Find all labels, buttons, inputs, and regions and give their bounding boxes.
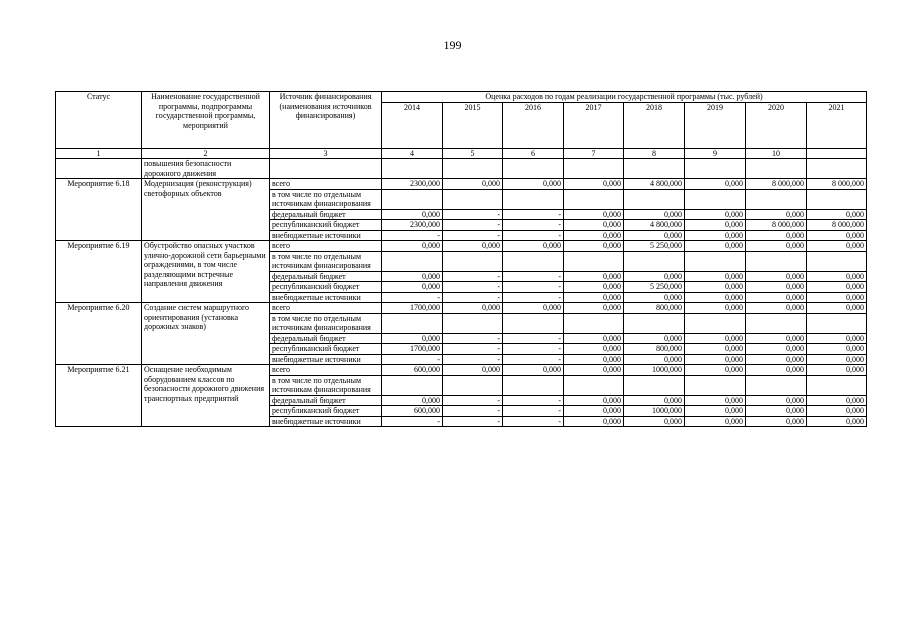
measure-name: Создание систем маршрутного ориентирования (установка дорожных знаков) xyxy=(142,303,270,365)
column-number: 9 xyxy=(685,148,746,159)
amount-cell: - xyxy=(443,292,503,303)
source-label: внебюджетные источники xyxy=(270,416,382,427)
amount-cell: 0,000 xyxy=(746,406,807,417)
amount-cell: 0,000 xyxy=(685,271,746,282)
source-label: республиканский бюджет xyxy=(270,282,382,293)
amount-cell: - xyxy=(382,416,443,427)
empty-cell xyxy=(807,313,867,333)
empty-cell xyxy=(746,251,807,271)
source-label: внебюджетные источники xyxy=(270,292,382,303)
header-source: Источник финансирования (наименования источников финансирования) xyxy=(270,92,382,149)
amount-cell: 8 000,000 xyxy=(746,179,807,190)
amount-cell: 0,000 xyxy=(746,282,807,293)
amount-cell: 2300,000 xyxy=(382,179,443,190)
source-label: федеральный бюджет xyxy=(270,271,382,282)
amount-cell: 0,000 xyxy=(624,354,685,365)
table-body xyxy=(56,148,867,427)
amount-cell: 0,000 xyxy=(746,292,807,303)
amount-cell: 1700,000 xyxy=(382,344,443,355)
empty-cell xyxy=(564,375,624,395)
amount-cell: - xyxy=(503,220,564,231)
amount-cell: 0,000 xyxy=(624,333,685,344)
amount-cell: - xyxy=(503,416,564,427)
measure-status: Мероприятие 6.21 xyxy=(56,365,142,427)
amount-cell: - xyxy=(443,395,503,406)
empty-cell xyxy=(382,313,443,333)
empty-cell xyxy=(382,251,443,271)
empty-cell xyxy=(443,251,503,271)
amount-cell: 5 250,000 xyxy=(624,241,685,252)
amount-cell: 0,000 xyxy=(807,365,867,376)
amount-cell: 0,000 xyxy=(443,365,503,376)
empty-cell xyxy=(503,189,564,209)
amount-cell: 0,000 xyxy=(807,333,867,344)
empty-cell xyxy=(685,375,746,395)
amount-cell: 0,000 xyxy=(624,292,685,303)
amount-cell: 1700,000 xyxy=(382,303,443,314)
amount-cell: 0,000 xyxy=(685,395,746,406)
amount-cell: 0,000 xyxy=(807,344,867,355)
page-number: 199 xyxy=(443,38,462,52)
amount-cell: 0,000 xyxy=(564,241,624,252)
amount-cell: - xyxy=(443,333,503,344)
amount-cell: 0,000 xyxy=(564,406,624,417)
amount-cell: 0,000 xyxy=(746,365,807,376)
measure-name: Обустройство опасных участков улично-дорожной сети барьерными ограждениями, в том числе разделяющими встречные направления движения xyxy=(142,241,270,303)
amount-cell: 0,000 xyxy=(503,179,564,190)
amount-cell: 0,000 xyxy=(564,395,624,406)
amount-cell: - xyxy=(443,282,503,293)
amount-cell: - xyxy=(503,333,564,344)
amount-cell: 0,000 xyxy=(746,241,807,252)
amount-cell: 0,000 xyxy=(746,271,807,282)
amount-cell: 0,000 xyxy=(503,365,564,376)
amount-cell: 0,000 xyxy=(685,416,746,427)
measure-name: Модернизация (реконструкция) светофорных объектов xyxy=(142,179,270,241)
amount-cell: - xyxy=(503,230,564,241)
empty-cell xyxy=(746,375,807,395)
amount-cell: 800,000 xyxy=(624,303,685,314)
amount-cell: 0,000 xyxy=(746,303,807,314)
empty-cell xyxy=(564,313,624,333)
measure-status: Мероприятие 6.19 xyxy=(56,241,142,303)
empty-cell xyxy=(443,189,503,209)
amount-cell: - xyxy=(503,271,564,282)
amount-cell: 0,000 xyxy=(685,365,746,376)
amount-cell: 0,000 xyxy=(624,209,685,220)
amount-cell: 0,000 xyxy=(807,406,867,417)
empty-cell xyxy=(503,251,564,271)
amount-cell: 0,000 xyxy=(685,179,746,190)
empty-cell xyxy=(564,251,624,271)
amount-cell: 0,000 xyxy=(564,282,624,293)
column-number: 4 xyxy=(382,148,443,159)
row-total xyxy=(56,303,867,314)
empty-cell xyxy=(443,375,503,395)
amount-cell: 0,000 xyxy=(564,333,624,344)
amount-cell: 0,000 xyxy=(685,220,746,231)
header-year: 2017 xyxy=(564,102,624,148)
column-number: 10 xyxy=(746,148,807,159)
column-number: 2 xyxy=(142,148,270,159)
status-cell xyxy=(56,159,142,179)
amount-cell: 0,000 xyxy=(564,416,624,427)
measure-status: Мероприятие 6.20 xyxy=(56,303,142,365)
empty-cell xyxy=(564,189,624,209)
empty-cell xyxy=(807,189,867,209)
amount-cell: 0,000 xyxy=(807,354,867,365)
empty-cell xyxy=(382,189,443,209)
amount-cell: - xyxy=(503,344,564,355)
continuation-row xyxy=(56,159,867,179)
column-number: 6 xyxy=(503,148,564,159)
header-name: Наименование государственной программы, подпрограммы государственной программы, мероприятий xyxy=(142,92,270,149)
amount-cell: 5 250,000 xyxy=(624,282,685,293)
amount-cell: 0,000 xyxy=(746,354,807,365)
source-label: всего xyxy=(270,303,382,314)
source-label: республиканский бюджет xyxy=(270,406,382,417)
amount-cell: 4 800,000 xyxy=(624,220,685,231)
source-label: внебюджетные источники xyxy=(270,354,382,365)
amount-cell: 0,000 xyxy=(503,241,564,252)
source-label: внебюджетные источники xyxy=(270,230,382,241)
amount-cell: - xyxy=(382,354,443,365)
empty-cell xyxy=(624,313,685,333)
empty-cell xyxy=(807,251,867,271)
amount-cell: - xyxy=(443,220,503,231)
amount-cell: 0,000 xyxy=(382,271,443,282)
amount-cell: 0,000 xyxy=(624,416,685,427)
source-label: республиканский бюджет xyxy=(270,220,382,231)
amount-cell: 0,000 xyxy=(807,416,867,427)
amount-cell: - xyxy=(503,282,564,293)
measure-status: Мероприятие 6.18 xyxy=(56,179,142,241)
amount-cell: 0,000 xyxy=(443,241,503,252)
source-label: федеральный бюджет xyxy=(270,395,382,406)
column-number: 3 xyxy=(270,148,382,159)
amount-cell: - xyxy=(503,406,564,417)
budget-table xyxy=(55,91,867,427)
amount-cell: 0,000 xyxy=(685,292,746,303)
amount-cell: 0,000 xyxy=(382,395,443,406)
amount-cell: 0,000 xyxy=(685,333,746,344)
source-label: в том числе по отдельным источникам финансирования xyxy=(270,251,382,271)
amount-cell: 600,000 xyxy=(382,365,443,376)
amount-cell: - xyxy=(443,416,503,427)
source-label: федеральный бюджет xyxy=(270,209,382,220)
empty-cell xyxy=(443,313,503,333)
header-year: 2015 xyxy=(443,102,503,148)
amount-cell: - xyxy=(503,292,564,303)
column-number xyxy=(807,148,867,159)
amount-cell: 0,000 xyxy=(685,303,746,314)
row-total xyxy=(56,241,867,252)
measure-name: Оснащение необходимым оборудованием классов по безопасности дорожного движения транспортных предприятий xyxy=(142,365,270,427)
amount-cell: 4 800,000 xyxy=(624,179,685,190)
amount-cell: 0,000 xyxy=(746,209,807,220)
amount-cell: 8 000,000 xyxy=(746,220,807,231)
amount-cell: 0,000 xyxy=(564,365,624,376)
amount-cell: 0,000 xyxy=(685,209,746,220)
amount-cell: 800,000 xyxy=(624,344,685,355)
amount-cell: 0,000 xyxy=(564,220,624,231)
amount-cell: 0,000 xyxy=(503,303,564,314)
amount-cell: 0,000 xyxy=(807,209,867,220)
source-label: республиканский бюджет xyxy=(270,344,382,355)
amount-cell: 0,000 xyxy=(685,241,746,252)
header-status: Статус xyxy=(56,92,142,149)
column-number-row xyxy=(56,148,867,159)
amount-cell: 0,000 xyxy=(443,179,503,190)
amount-cell: 0,000 xyxy=(685,344,746,355)
amount-cell: - xyxy=(503,209,564,220)
amount-cell: 8 000,000 xyxy=(807,179,867,190)
amount-cell: 0,000 xyxy=(807,282,867,293)
amount-cell: 1000,000 xyxy=(624,365,685,376)
amount-cell: 0,000 xyxy=(382,241,443,252)
amount-cell: 0,000 xyxy=(443,303,503,314)
amount-cell: - xyxy=(382,292,443,303)
amount-cell: 0,000 xyxy=(624,230,685,241)
amount-cell: 0,000 xyxy=(564,292,624,303)
amount-cell: 0,000 xyxy=(746,344,807,355)
header-year: 2020 xyxy=(746,102,807,148)
row-total xyxy=(56,365,867,376)
empty-cell xyxy=(503,375,564,395)
amount-cell: 0,000 xyxy=(624,395,685,406)
amount-cell: 0,000 xyxy=(564,179,624,190)
amount-cell: 8 000,000 xyxy=(807,220,867,231)
row-total xyxy=(56,179,867,190)
amount-cell: 0,000 xyxy=(685,282,746,293)
amount-cell: - xyxy=(443,230,503,241)
amount-cell: 0,000 xyxy=(807,241,867,252)
empty-cell xyxy=(624,375,685,395)
header-year: 2018 xyxy=(624,102,685,148)
source-label: в том числе по отдельным источникам финансирования xyxy=(270,375,382,395)
empty-cell xyxy=(746,313,807,333)
amount-cell: 0,000 xyxy=(382,282,443,293)
amount-cell: 0,000 xyxy=(807,230,867,241)
amount-cell: 0,000 xyxy=(382,333,443,344)
amount-cell: 0,000 xyxy=(685,230,746,241)
source-label: всего xyxy=(270,365,382,376)
source-label: федеральный бюджет xyxy=(270,333,382,344)
amount-cell: 0,000 xyxy=(564,230,624,241)
column-number: 7 xyxy=(564,148,624,159)
amount-cell: - xyxy=(503,395,564,406)
header-estimate: Оценка расходов по годам реализации государственной программы (тыс. рублей) xyxy=(382,92,867,103)
empty-cell xyxy=(503,313,564,333)
amount-cell: 0,000 xyxy=(564,354,624,365)
column-number: 1 xyxy=(56,148,142,159)
column-number: 5 xyxy=(443,148,503,159)
amount-cell: 0,000 xyxy=(685,354,746,365)
amount-cell: - xyxy=(443,271,503,282)
amount-cell: - xyxy=(443,209,503,220)
empty-cell xyxy=(746,189,807,209)
source-label: всего xyxy=(270,179,382,190)
amount-cell: - xyxy=(443,406,503,417)
continuation-text: повышения безопасности дорожного движения xyxy=(142,159,270,179)
header-year: 2021 xyxy=(807,102,867,148)
amount-cell: 0,000 xyxy=(564,303,624,314)
empty-cell xyxy=(382,375,443,395)
empty-cell xyxy=(685,189,746,209)
source-label: в том числе по отдельным источникам финансирования xyxy=(270,189,382,209)
amount-cell: 0,000 xyxy=(746,333,807,344)
empty-cell xyxy=(685,251,746,271)
amount-cell: 0,000 xyxy=(685,406,746,417)
amount-cell: 0,000 xyxy=(807,271,867,282)
column-number: 8 xyxy=(624,148,685,159)
amount-cell: 2300,000 xyxy=(382,220,443,231)
header-year: 2014 xyxy=(382,102,443,148)
amount-cell: 0,000 xyxy=(624,271,685,282)
amount-cell: 0,000 xyxy=(746,230,807,241)
source-label: всего xyxy=(270,241,382,252)
empty-cell xyxy=(807,375,867,395)
amount-cell: 0,000 xyxy=(382,209,443,220)
header-year: 2016 xyxy=(503,102,564,148)
amount-cell: 0,000 xyxy=(746,395,807,406)
amount-cell: 0,000 xyxy=(564,209,624,220)
amount-cell: 0,000 xyxy=(564,344,624,355)
amount-cell: 600,000 xyxy=(382,406,443,417)
amount-cell: - xyxy=(443,354,503,365)
amount-cell: 0,000 xyxy=(807,395,867,406)
source-label: в том числе по отдельным источникам финансирования xyxy=(270,313,382,333)
empty-cell xyxy=(624,189,685,209)
amount-cell: 0,000 xyxy=(564,271,624,282)
amount-cell: - xyxy=(443,344,503,355)
amount-cell: 0,000 xyxy=(807,292,867,303)
empty-cell xyxy=(685,313,746,333)
header-year: 2019 xyxy=(685,102,746,148)
empty-cell xyxy=(624,251,685,271)
amount-cell: 0,000 xyxy=(746,416,807,427)
amount-cell: - xyxy=(382,230,443,241)
amount-cell: 0,000 xyxy=(807,303,867,314)
amount-cell: - xyxy=(503,354,564,365)
amount-cell: 1000,000 xyxy=(624,406,685,417)
